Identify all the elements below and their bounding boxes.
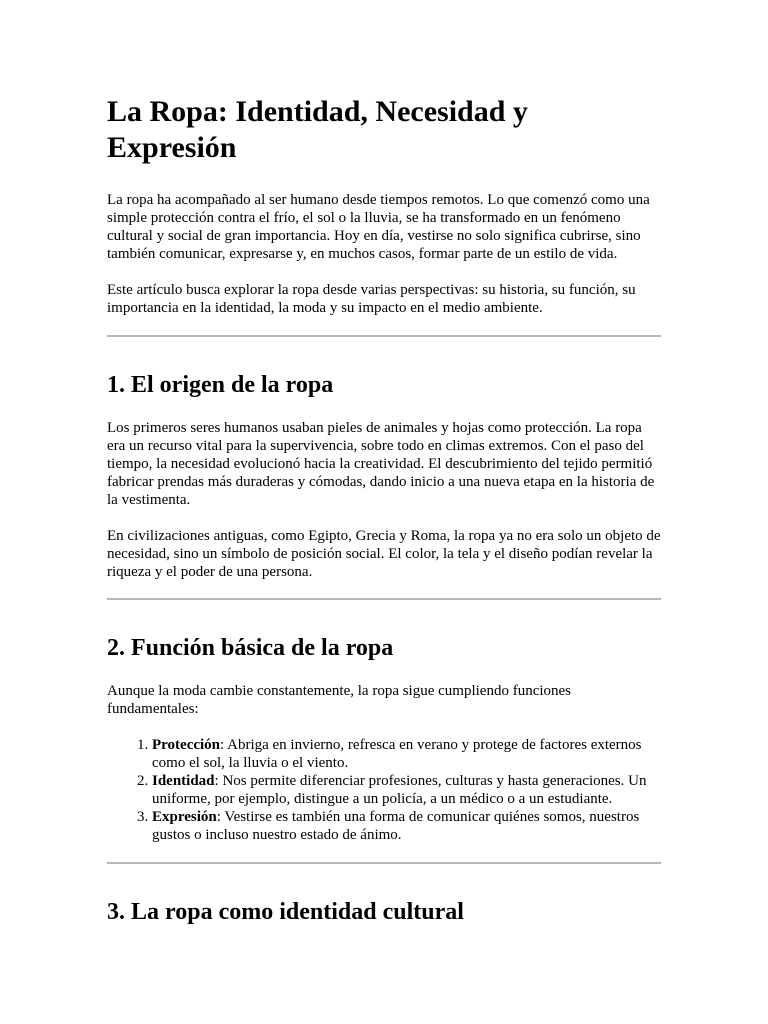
list-item xyxy=(152,808,661,844)
section-2-paragraph-1: Aunque la moda cambie constantemente, la ropa sigue cumpliendo funciones fundamentales: xyxy=(107,683,572,717)
list-item-term: Protección xyxy=(152,737,221,753)
section-3-heading: 3. La ropa como identidad cultural xyxy=(107,899,464,925)
section-divider xyxy=(107,598,661,600)
list-item-text: : Vestirse es también una forma de comunicar quiénes somos, nuestros gustos o incluso nuestro estado de ánimo. xyxy=(152,809,640,843)
list-item-text: : Abriga en invierno, refresca en verano y protege de factores externos como el sol, la lluvia o el viento. xyxy=(152,737,642,771)
functions-list xyxy=(107,736,661,844)
intro-paragraph-2: Este artículo busca explorar la ropa desde varias perspectivas: su historia, su función, su importancia en la identidad, la moda y su impacto en el medio ambiente. xyxy=(107,282,636,316)
section-1-paragraph-2: En civilizaciones antiguas, como Egipto, Grecia y Roma, la ropa ya no era solo un objeto de necesidad, sino un símbolo de posición social. El color, la tela y el diseño podían revelar la riqueza y el poder de una persona. xyxy=(107,528,661,580)
list-item-term: Identidad xyxy=(152,773,215,789)
list-item xyxy=(152,736,661,772)
section-divider xyxy=(107,862,661,864)
section-divider xyxy=(107,335,661,337)
section-1-heading: 1. El origen de la ropa xyxy=(107,372,334,398)
intro-paragraph-1: La ropa ha acompañado al ser humano desde tiempos remotos. Lo que comenzó como una simple protección contra el frío, el sol o la lluvia, se ha transformado en un fenómeno cultural y social de gran importancia. Hoy en día, vestirse no solo significa cubrirse, sino también comunicar, expresarse y, en muchos casos, formar parte de un estilo de vida. xyxy=(107,192,650,262)
document-title: La Ropa: Identidad, Necesidad y Expresión xyxy=(107,95,528,164)
section-1-paragraph-1: Los primeros seres humanos usaban pieles de animales y hojas como protección. La ropa era un recurso vital para la supervivencia, sobre todo en climas extremos. Con el paso del tiempo, la necesidad evolucionó hacia la creatividad. El descubrimiento del tejido permitió fabricar prendas más duraderas y cómodas, dando inicio a una nueva etapa en la historia de la vestimenta. xyxy=(107,420,655,508)
section-2-heading: 2. Función básica de la ropa xyxy=(107,635,394,661)
list-item-text: : Nos permite diferenciar profesiones, culturas y hasta generaciones. Un uniforme, por ejemplo, distingue a un policía, a un médico o a un estudiante. xyxy=(152,773,647,807)
list-item xyxy=(152,772,661,808)
list-item-term: Expresión xyxy=(152,809,217,825)
